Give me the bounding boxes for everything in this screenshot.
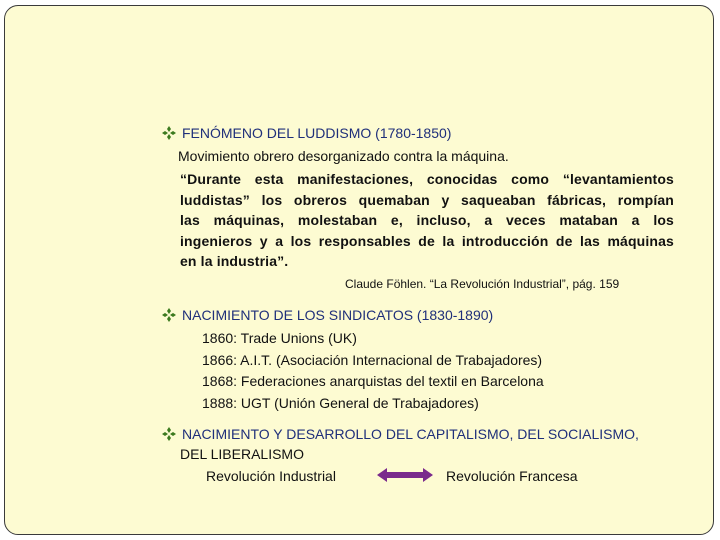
quote-line: ingenieros y a los responsables de la introducción de las máquinas [180, 232, 674, 249]
quote-line: “Durante esta manifestaciones, conocidas como “levantamientos [180, 171, 674, 187]
quote-citation: Claude Föhlen. “La Revolución Industrial”, pág. 159 [345, 277, 620, 291]
sindicato-item: 1866: A.I.T. (Asociación Internacional de Trabajadores) [202, 352, 543, 368]
quote-line: en la industria”. [180, 253, 289, 269]
section-sindicatos-heading: NACIMIENTO DE LOS SINDICATOS (1830-1890) [182, 307, 494, 323]
section-capitalismo-heading [182, 425, 639, 443]
section-capitalismo-heading-row [162, 425, 639, 443]
section-luddismo-heading-row [162, 124, 451, 142]
section-luddismo-heading: FENÓMENO DEL LUDDISMO (1780-1850) [182, 125, 452, 141]
heading-line: DEL LIBERALISMO [180, 446, 304, 462]
luddismo-quote [180, 169, 674, 272]
luddismo-subtitle: Movimiento obrero desorganizado contra la máquina. [178, 148, 509, 164]
double-arrow-icon [377, 466, 433, 484]
revolucion-industrial-label: Revolución Industrial [206, 468, 336, 484]
sindicato-item: 1888: UGT (Unión General de Trabajadores) [202, 395, 479, 411]
diamond-bullet-icon [162, 126, 176, 140]
diamond-bullet-icon [162, 427, 176, 441]
sindicato-item: 1860: Trade Unions (UK) [202, 330, 357, 346]
quote-line: luddistas” los obreros quemaban y saqueaban fábricas, rompían [180, 191, 674, 208]
revolucion-francesa-label: Revolución Francesa [446, 468, 578, 484]
section-sindicatos-heading-row [162, 306, 493, 324]
diamond-bullet-icon [162, 308, 176, 322]
heading-line: NACIMIENTO Y DESARROLLO DEL CAPITALISMO, DEL SOCIALISMO, [182, 426, 639, 442]
quote-line: las máquinas, molestaban e, incluso, a veces mataban a los [180, 212, 674, 228]
sindicato-item: 1868: Federaciones anarquistas del textil en Barcelona [202, 373, 544, 389]
